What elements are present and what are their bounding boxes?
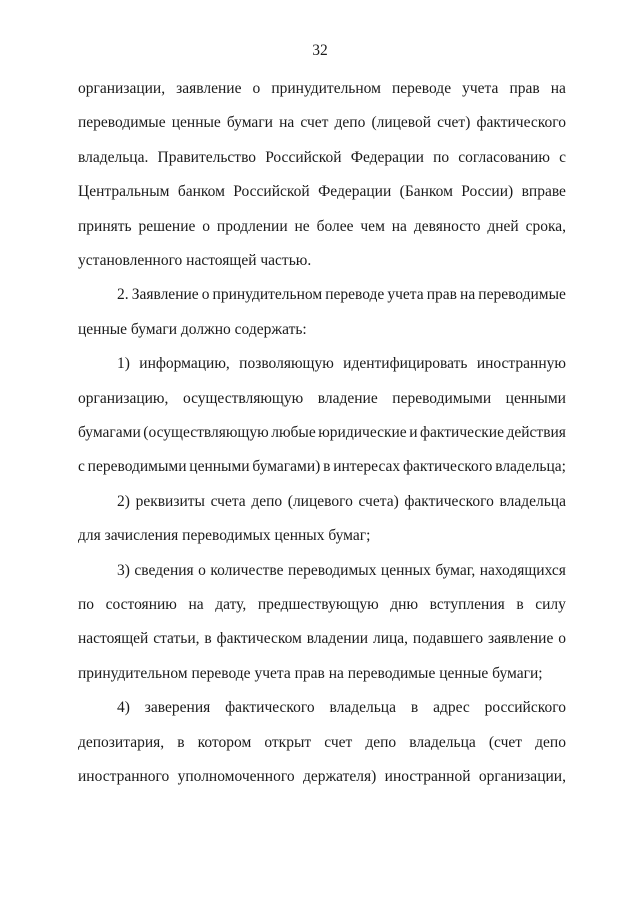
word: юридические [318, 424, 407, 441]
word: и [409, 424, 418, 441]
word: депо [535, 733, 566, 751]
word: фактического [404, 492, 494, 510]
word: статьи, [153, 630, 200, 648]
word: на [188, 596, 204, 613]
word: Федерации [350, 148, 424, 166]
word: сведения [134, 561, 194, 579]
word: Федерации [318, 183, 392, 201]
word: дню [390, 596, 419, 613]
text-line: установленного настоящей частью. [78, 252, 312, 269]
text-line [117, 562, 566, 580]
word: учета [387, 286, 424, 304]
word: (лицевой [371, 114, 432, 132]
word: любые [271, 424, 316, 441]
word: учета [462, 80, 499, 97]
word: владельца. [78, 148, 149, 166]
text-line [78, 734, 566, 752]
word: девяносто [413, 217, 481, 235]
word: счет) [437, 114, 471, 132]
word: депо [334, 114, 366, 132]
word: ценных [380, 561, 431, 579]
word: с [78, 458, 85, 476]
word: фактического [476, 114, 566, 132]
word: заверения [144, 699, 211, 717]
text-line [78, 768, 566, 786]
word: ценными [505, 389, 566, 407]
text-line: ценные бумаги должно содержать: [78, 320, 307, 338]
word: в [516, 596, 524, 613]
word: (осуществляющую [143, 424, 269, 441]
word: владении [306, 630, 369, 648]
word: принять [78, 217, 132, 235]
text-line [78, 596, 566, 614]
word: о [252, 80, 261, 97]
word: организации, [78, 80, 166, 97]
word: переводимыми [87, 458, 187, 476]
word: позволяющую [239, 355, 334, 373]
word: адрес [433, 699, 470, 717]
text-line [78, 114, 566, 132]
word: бумаги [226, 114, 273, 132]
word: в [177, 733, 185, 751]
word: о [202, 217, 211, 235]
word: переводимые [78, 114, 166, 132]
word: владение [317, 389, 378, 407]
word: заявление [488, 630, 554, 648]
text-line: принудительном переводе учета прав на переводимые ценные бумаги; [78, 664, 543, 682]
text-line [78, 390, 566, 408]
word: заявление [176, 80, 242, 97]
word: фактического [402, 458, 493, 476]
word: Правительство [157, 148, 257, 166]
word: вправе [521, 183, 566, 201]
word: силу [535, 596, 566, 613]
word: решение [138, 217, 196, 235]
word: депо [251, 492, 283, 510]
word: подавшего [412, 630, 484, 648]
word: переводимыми [392, 389, 492, 407]
word: согласованию [458, 148, 550, 166]
word: держателя) [302, 768, 377, 785]
word: организацию, [78, 389, 169, 407]
word: открыт [264, 733, 312, 751]
word: счета) [358, 492, 399, 510]
word: в [323, 458, 331, 476]
word: прав [509, 80, 540, 97]
word: иностранную [476, 355, 566, 373]
word: бумаг, [435, 561, 476, 579]
word: Российской [233, 183, 310, 201]
word: (лицевого [287, 492, 353, 510]
word: на [279, 114, 295, 132]
text-line [117, 355, 566, 373]
word: владельца; [495, 458, 566, 476]
word: переводимые [478, 286, 566, 304]
word: более [316, 217, 354, 235]
word: российского [484, 699, 566, 717]
word: фактическом [216, 630, 302, 648]
word: о [201, 286, 210, 304]
word: срока, [525, 217, 566, 235]
word: Центральным [78, 183, 170, 201]
word: о [558, 630, 566, 648]
word: идентифицировать [343, 355, 468, 373]
word: 2) [117, 492, 130, 510]
page-number: 32 [312, 42, 328, 59]
word: фактического [225, 699, 315, 717]
word: в [410, 699, 419, 717]
word: не [294, 217, 310, 235]
text-line [78, 458, 566, 476]
word: счет [324, 733, 353, 751]
word: в [204, 630, 212, 648]
word: предшествующую [257, 596, 379, 613]
word: лица, [372, 630, 409, 648]
text-line [78, 183, 566, 201]
text-line [117, 699, 566, 717]
word: дату, [215, 596, 247, 613]
word: Заявление [131, 286, 199, 304]
word: котором [197, 733, 252, 751]
word: на [550, 80, 566, 97]
text-line [78, 80, 566, 98]
word: состоянию [105, 596, 177, 613]
text-line [78, 630, 566, 648]
text-line [78, 149, 566, 167]
word: депо [365, 733, 397, 751]
word: банком [177, 183, 225, 201]
word: ценные [171, 114, 221, 132]
word: (счет [488, 733, 523, 751]
word: иностранного [78, 768, 170, 785]
word: 2. [117, 286, 129, 304]
word: иностранной [384, 768, 471, 785]
word: принудительном [212, 286, 323, 304]
word: уполномоченного [177, 768, 295, 785]
word: фактические [420, 424, 504, 441]
word: бумагами) [252, 458, 321, 476]
word: по [433, 148, 450, 166]
word: владельца [409, 733, 476, 751]
word: вступления [429, 596, 505, 613]
word: с [559, 148, 566, 166]
word: 3) [117, 561, 130, 579]
word: на [391, 217, 407, 235]
text-line [117, 286, 566, 304]
word: настоящей [78, 630, 149, 648]
word: о [198, 561, 206, 579]
word: переводе [391, 80, 452, 97]
word: количестве [210, 561, 284, 579]
word: бумагами [78, 424, 141, 441]
word: переводе [325, 286, 385, 304]
word: на [460, 286, 476, 304]
word: принудительном [271, 80, 381, 97]
word: по [78, 596, 95, 613]
word: 1) [117, 355, 130, 373]
word: владельца [499, 492, 566, 510]
word: счет [300, 114, 329, 132]
text-line: для зачисления переводимых ценных бумаг; [78, 527, 371, 545]
word: депозитария, [78, 733, 165, 751]
text-line [78, 424, 566, 442]
text-line [117, 493, 566, 511]
word: владельца [329, 699, 396, 717]
word: ценными [189, 458, 250, 476]
word: информацию, [139, 355, 230, 373]
word: счета [210, 492, 246, 510]
word: переводимых [287, 561, 377, 579]
word: прав [426, 286, 457, 304]
word: (Банком [399, 183, 453, 201]
word: продлении [216, 217, 288, 235]
word: находящихся [479, 561, 566, 579]
word: Российской [265, 148, 342, 166]
word: России) [461, 183, 514, 201]
word: реквизиты [135, 492, 205, 510]
word: интересах [333, 458, 401, 476]
word: чем [360, 217, 385, 235]
word: организации, [478, 768, 566, 785]
word: дней [487, 217, 519, 235]
text-line [78, 218, 566, 236]
word: действия [506, 424, 566, 441]
word: осуществляющую [182, 389, 304, 407]
word: 4) [117, 699, 130, 717]
